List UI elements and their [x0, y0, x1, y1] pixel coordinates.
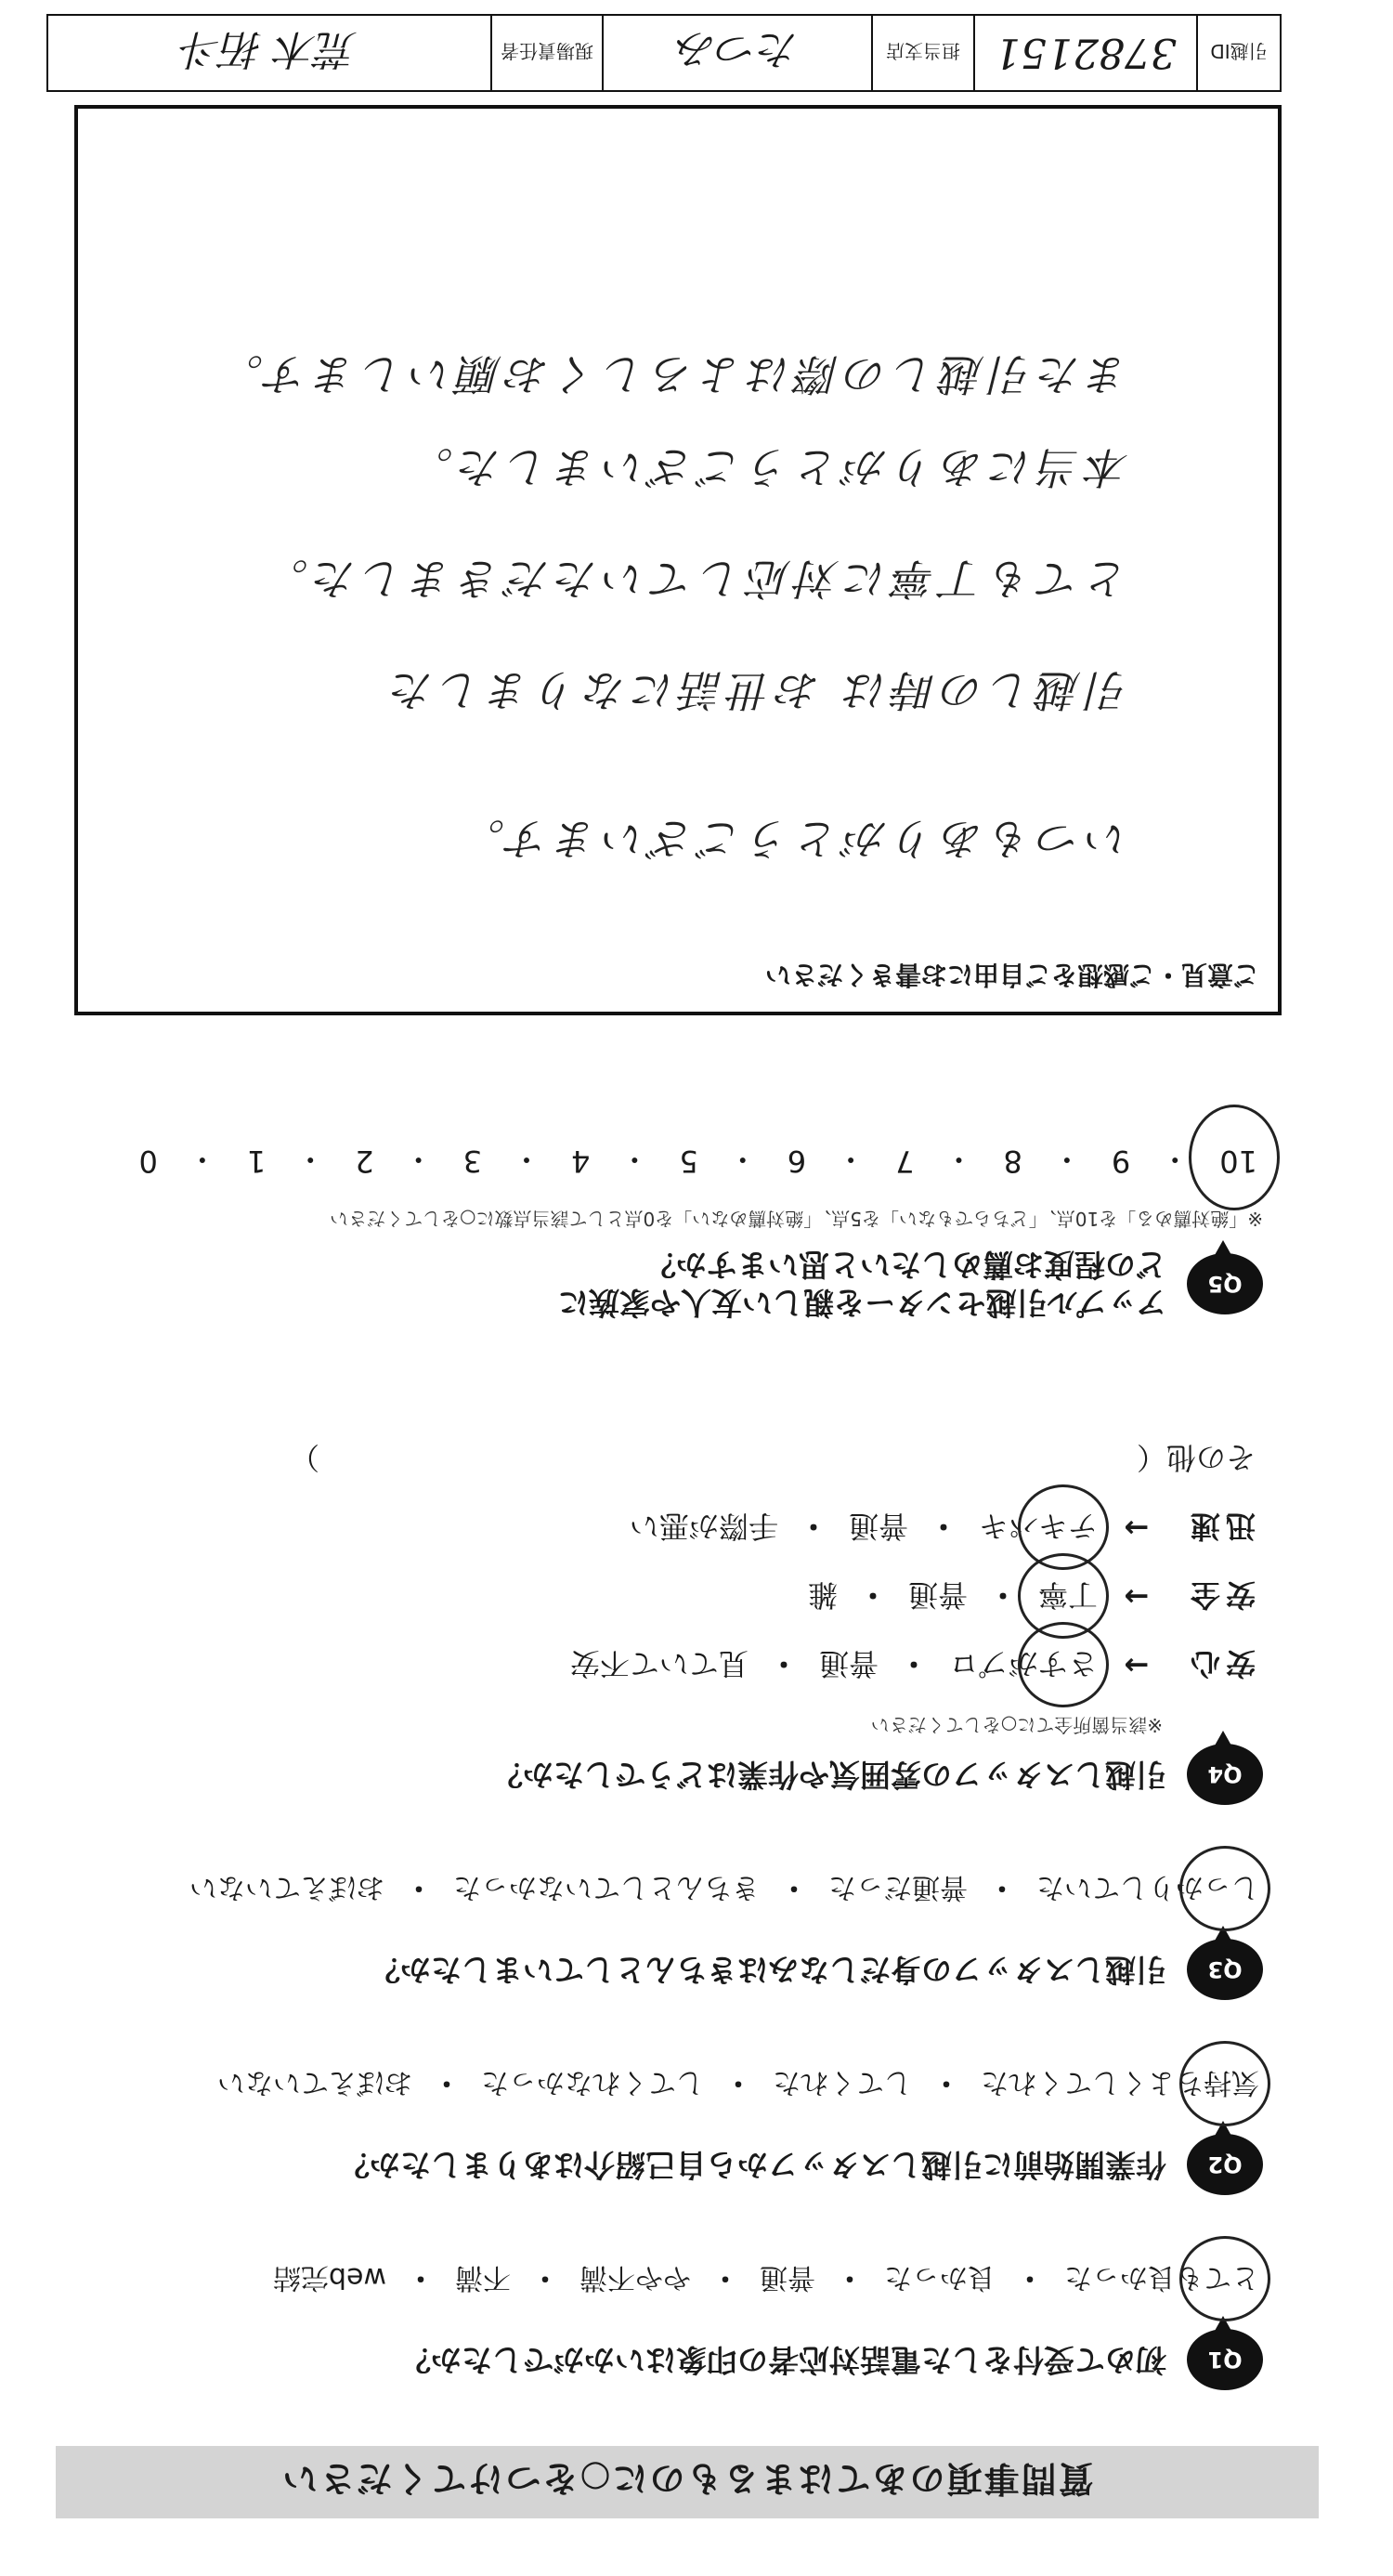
- q4-row-label: 迅速: [1184, 1509, 1256, 1544]
- q4-row-anshin: 安心 → さすがプロ ・ 普通 ・ 見ていて不安: [93, 1644, 1256, 1687]
- q3-text: 引越しスタッフの身だしなみはきちんとしていましたか？: [370, 1951, 1166, 1988]
- q4-other-label: その他（: [1136, 1440, 1256, 1475]
- comment-title: ご意見・ご感想をご自由にお書きください: [764, 960, 1259, 990]
- instruction-header: [56, 2446, 1319, 2518]
- handwritten-line: 引越しの時は お世話になりました: [385, 665, 1129, 715]
- q2-option[interactable]: おぼえていない: [217, 2066, 412, 2099]
- q1-text: 初めて受付をした電話対応者の印象はいかがでしたか？: [400, 2341, 1166, 2378]
- footer-branch-label-cell: [871, 16, 973, 90]
- q5-text-line1: アップル引越センターを親しい友人や家族に: [557, 1285, 1166, 1321]
- q4-row-label: 安全: [1184, 1577, 1256, 1613]
- comment-box[interactable]: [74, 105, 1282, 1015]
- q4-option-selected[interactable]: さすがプロ: [945, 1644, 1101, 1687]
- q5-scale: 10 ・ 9 ・ 8 ・ 7 ・ 6 ・ 5 ・ 4 ・ 3 ・ 2 ・ 1 ・ 0: [93, 1141, 1263, 1183]
- q4-text: 引越しスタッフの雰囲気や作業はどうでしたか？: [492, 1756, 1166, 1793]
- footer-id-value: 3782151: [995, 29, 1177, 77]
- q1-option-selected[interactable]: とても良かった: [1061, 2260, 1263, 2301]
- q5-score[interactable]: 8: [1003, 1144, 1022, 1180]
- footer-id-label-cell: [1196, 16, 1280, 90]
- q1-option[interactable]: やや不満: [579, 2261, 691, 2294]
- q4-row-anzen: 安全 → 丁寧 ・ 普通 ・ 雑: [93, 1576, 1256, 1618]
- q1-option[interactable]: web完結: [272, 2261, 386, 2294]
- footer-table: [46, 14, 1282, 92]
- q2-option[interactable]: してくれた: [773, 2066, 912, 2099]
- q5-score[interactable]: 9: [1111, 1144, 1131, 1180]
- q5-score[interactable]: 5: [679, 1144, 698, 1180]
- q3-option[interactable]: おぼえていない: [189, 1871, 384, 1903]
- q2-option-selected[interactable]: 気持ちよくしてくれた: [977, 2065, 1263, 2106]
- q5-score[interactable]: 3: [462, 1144, 483, 1180]
- question-q3: [93, 1870, 1263, 2000]
- q4-other-close: ）: [289, 1440, 319, 1475]
- q5-score[interactable]: 2: [355, 1144, 374, 1180]
- q5-score[interactable]: 7: [895, 1144, 915, 1180]
- arrow-icon: →: [1124, 1579, 1150, 1615]
- arrow-icon: →: [1124, 1648, 1150, 1683]
- q5-score[interactable]: 4: [571, 1144, 591, 1180]
- q4-option-selected[interactable]: テキパキ: [975, 1507, 1101, 1550]
- q5-badge: Q5: [1187, 1253, 1263, 1314]
- handwritten-line: また引越しの際はよろしくお願いします。: [215, 349, 1129, 399]
- q5-text-line2: どの程度お薦めしたいと思いますか？: [645, 1246, 1166, 1283]
- q3-option[interactable]: きちんとしていなかった: [453, 1871, 760, 1903]
- q5-score[interactable]: 0: [138, 1144, 158, 1180]
- q4-note: ※該当箇所全てに○をしてください: [870, 1714, 1163, 1736]
- footer-id-value-cell: [973, 16, 1196, 90]
- instruction-text: 質問事項のあてはまるものに○をつけてください: [280, 2458, 1094, 2500]
- q4-other-row: [93, 1438, 1256, 1481]
- q4-option-selected[interactable]: 丁寧: [1035, 1576, 1101, 1618]
- q3-option-selected[interactable]: しっかりしていた: [1033, 1870, 1263, 1911]
- q4-option[interactable]: 普通: [848, 1509, 908, 1544]
- q1-option[interactable]: 良かった: [884, 2261, 996, 2294]
- q5-note: ※「絶対薦める」を10点、「どちらでもない」を5点、「絶対薦めない」を0点として該当点数に○をしてください: [330, 1208, 1263, 1231]
- question-q2: [93, 2065, 1263, 2195]
- footer-id-label: 引越ID: [1210, 40, 1268, 63]
- question-q1: [93, 2260, 1263, 2390]
- q1-option[interactable]: 普通: [760, 2261, 815, 2294]
- q2-options: 気持ちよくしてくれた ・ してくれた ・ してくれなかった ・ おぼえていない: [93, 2065, 1263, 2106]
- q3-options: しっかりしていた ・ 普通だった ・ きちんとしていなかった ・ おぼえていない: [93, 1870, 1263, 1911]
- survey-sheet: [37, 12, 1319, 2567]
- q3-badge: Q3: [1187, 1939, 1263, 2000]
- q4-option[interactable]: 雑: [807, 1577, 838, 1613]
- footer-leader-value-cell: [48, 16, 490, 90]
- question-q4: [93, 1438, 1263, 1805]
- handwritten-line: とても丁寧に対応していただきました。: [260, 554, 1129, 604]
- q3-option[interactable]: 普通だった: [828, 1871, 968, 1903]
- footer-leader-value: 荒木 拓斗: [181, 25, 358, 72]
- q2-badge: Q2: [1187, 2134, 1263, 2195]
- q1-badge: Q1: [1187, 2329, 1263, 2390]
- q4-badge: Q4: [1187, 1744, 1263, 1805]
- arrow-icon: →: [1124, 1510, 1150, 1546]
- handwritten-line: いつもありがとうございます。: [456, 814, 1129, 864]
- q4-option[interactable]: 手際が悪い: [629, 1509, 778, 1544]
- q2-text: 作業開始前に引越しスタッフから自己紹介はありましたか？: [339, 2146, 1166, 2183]
- q5-score[interactable]: 6: [787, 1144, 807, 1180]
- q1-options: とても良かった ・ 良かった ・ 普通 ・ やや不満 ・ 不満 ・ web完結: [93, 2260, 1263, 2301]
- q1-option[interactable]: 不満: [455, 2261, 511, 2294]
- footer-branch-value-cell: [602, 16, 871, 90]
- q4-option[interactable]: 見ていて不安: [569, 1646, 749, 1681]
- footer-leader-label-cell: [490, 16, 602, 90]
- q5-score-selected[interactable]: 10: [1214, 1144, 1263, 1180]
- q5-score[interactable]: 1: [246, 1144, 267, 1180]
- q5-text: [558, 1246, 1166, 1323]
- q4-option[interactable]: 普通: [818, 1646, 879, 1681]
- q4-row-jinsoku: 迅速 → テキパキ ・ 普通 ・ 手際が悪い: [93, 1507, 1256, 1550]
- handwritten-line: 本当にありがとうございました。: [405, 442, 1129, 492]
- q4-option[interactable]: 普通: [907, 1577, 968, 1613]
- q2-option[interactable]: してくれなかった: [481, 2066, 704, 2099]
- footer-branch-label: 担当支店: [886, 40, 960, 63]
- q4-row-label: 安心: [1184, 1646, 1256, 1681]
- question-q5: [93, 1141, 1263, 1323]
- footer-leader-label: 現場責任者: [501, 40, 593, 63]
- footer-branch-value: たつみ: [676, 25, 799, 72]
